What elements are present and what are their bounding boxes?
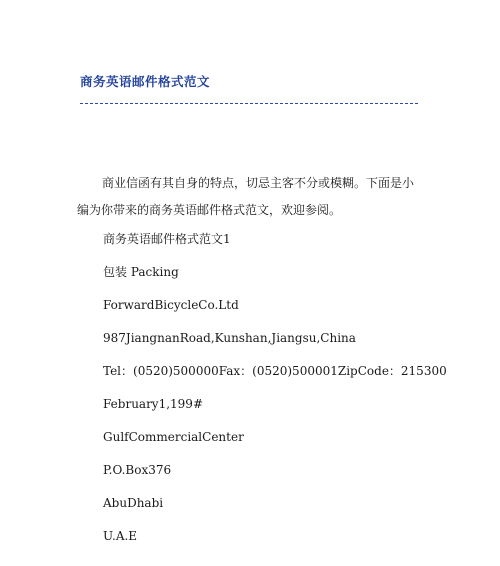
text-line-recipient: GulfCommercialCenter: [103, 430, 244, 444]
text-line-company: ForwardBicycleCo.Ltd: [103, 298, 239, 312]
intro-paragraph: 商业信函有其自身的特点，切忌主客不分或模糊。下面是小编为你带来的商务英语邮件格式范文，欢迎参阅。: [77, 176, 415, 217]
title-divider: [80, 103, 418, 104]
text-line-contact: Tel：(0520)500000Fax：(0520)500001ZipCode：215300: [103, 364, 447, 378]
text-line-country: U.A.E: [103, 529, 138, 543]
section-heading: 商务英语邮件格式范文1: [103, 232, 231, 246]
text-line-packing: 包装 Packing: [103, 265, 179, 279]
text-line-pobox: P.O.Box376: [103, 463, 172, 477]
text-line-date: February1,199#: [103, 397, 203, 411]
text-line-city: AbuDhabi: [103, 496, 164, 510]
text-line-address: 987JiangnanRoad,Kunshan,Jiangsu,China: [103, 331, 356, 345]
document-title: 商务英语邮件格式范文: [80, 74, 211, 89]
